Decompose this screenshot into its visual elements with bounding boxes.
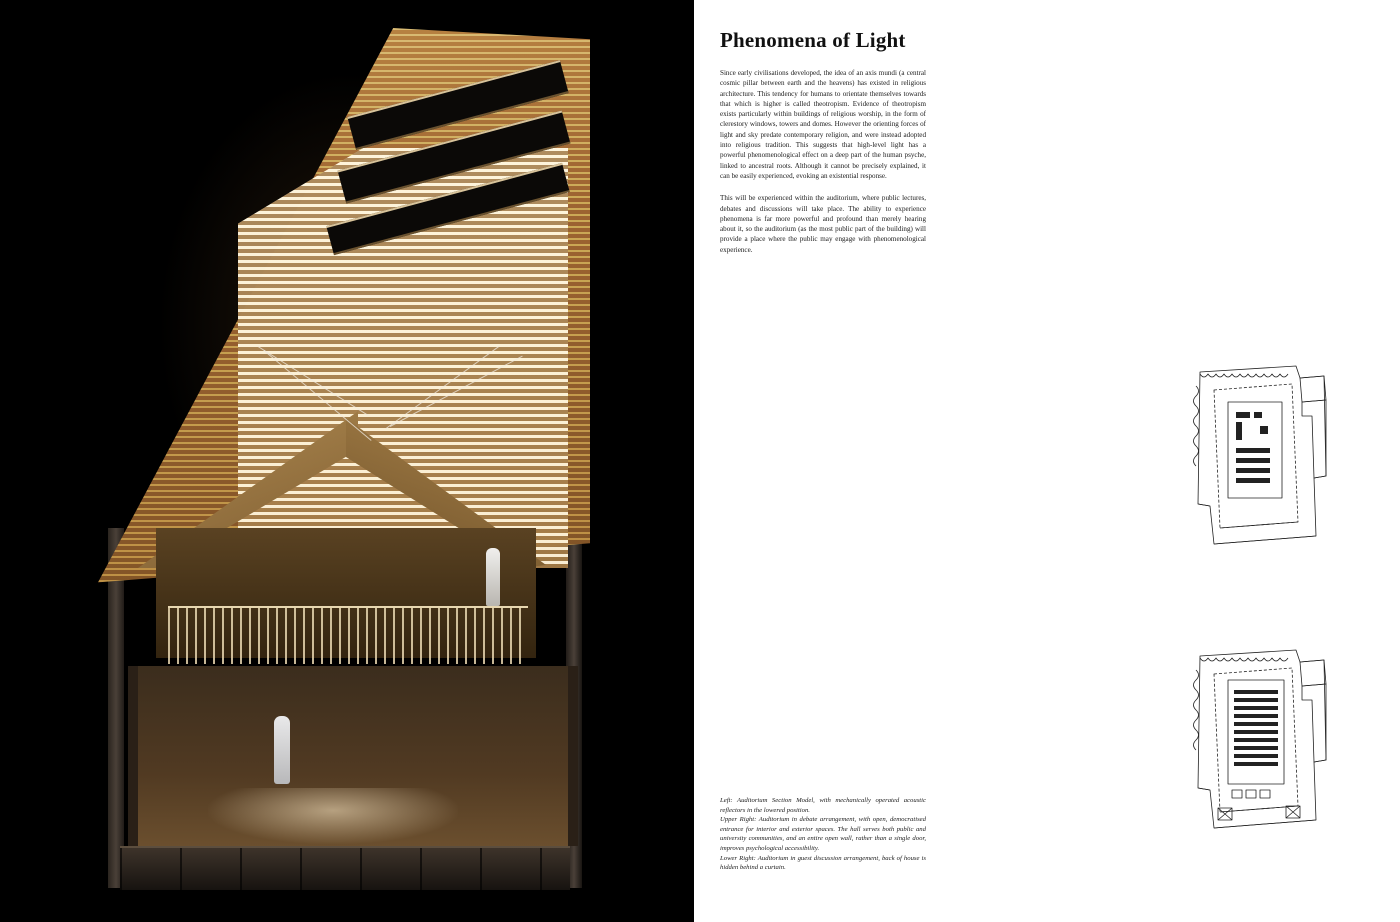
caption-lower-right: Lower Right: Auditorium in guest discussion arrangement, back of house is hidden behind a curtain.	[720, 854, 926, 872]
body-text	[720, 68, 926, 267]
scale-figure-upper	[486, 548, 500, 606]
balcony-balustrade	[168, 606, 528, 664]
text-plate	[694, 0, 1400, 922]
caption-upper-right: Upper Right: Auditorium in debate arrangement, with open, democratised entrance for interior and exterior spaces. The hall serves both public and university communities, and an entire open wall, rather than a single door, improves psychological accessibility.	[720, 816, 926, 852]
auditorium-plan-guest-discussion-arrangement	[1174, 640, 1354, 840]
body-paragraph-1: Since early civilisations developed, the idea of an axis mundi (a central cosmic pillar between earth and the heavens) has existed in religious architecture. This tendency for humans to orientate themselves towards that which is higher is called theotropism. Evidence of theotropism exists particularly within buildings of religious worship, in the form of clerestory windows, towers and domes. However the orienting forces of light and sky predate contemporary religion, and were instead adopted into religious tradition. This suggests that high-level light has a powerful phenomenological effect on a deep part of the human psyche, linked to ancestral roots. Although it cannot be precisely explained, it can be easily experienced, evoking an existential response.	[720, 69, 926, 180]
auditorium-section-model-photograph	[98, 28, 590, 890]
body-paragraph-2: This will be experienced within the auditorium, where public lectures, debates and discussions will take place. The ability to experience phenomena is far more powerful and profound than merely hearing about it, so the auditorium (as the most public part of the building) will provide a place where the public may engage with phenomenological experience.	[720, 194, 926, 254]
auditorium-plan-debate-arrangement	[1174, 356, 1354, 556]
model-base	[120, 846, 570, 890]
floor-light-pool	[208, 788, 458, 844]
caption-left: Left: Auditorium Section Model, with mechanically operated acoustic reflectors in the lowered position.	[720, 797, 926, 814]
page-title: Phenomena of Light	[720, 28, 906, 52]
model-edge-left	[108, 528, 124, 888]
photo-plate	[0, 0, 694, 922]
figure-caption	[720, 796, 926, 873]
scale-figure-lower	[274, 716, 290, 784]
